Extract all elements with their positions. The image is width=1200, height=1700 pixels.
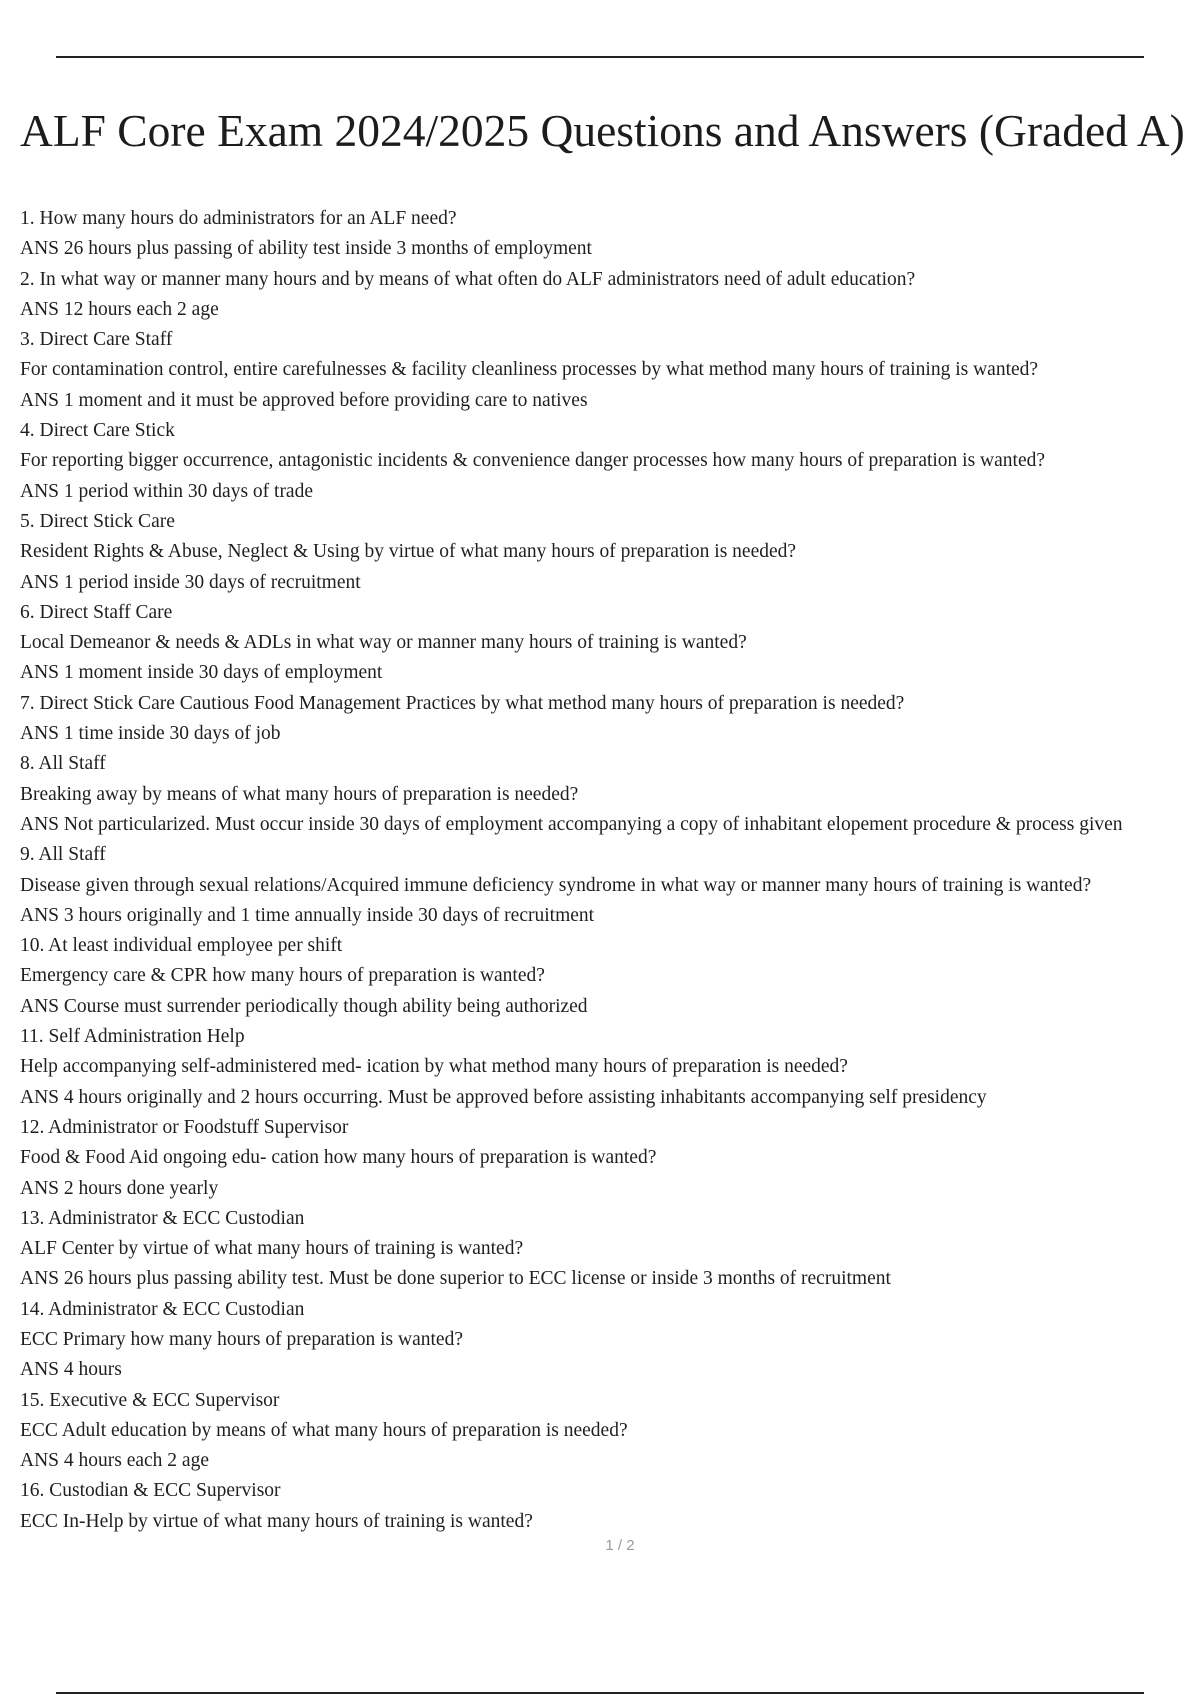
text-line: Disease given through sexual relations/Acquired immune deficiency syndrome in what way or manner many hours of training is wanted?: [20, 874, 1092, 896]
text-line: Food & Food Aid ongoing edu- cation how many hours of preparation is wanted?: [20, 1147, 657, 1169]
text-line: 11. Self Administration Help: [20, 1026, 245, 1048]
text-line: For contamination control, entire carefulnesses & facility cleanliness processes by what method many hours of training is wanted?: [20, 359, 1039, 381]
text-line: ECC In-Help by virtue of what many hours of training is wanted?: [20, 1510, 533, 1532]
text-line: Help accompanying self-administered med- ication by what method many hours of preparation is needed?: [20, 1056, 848, 1078]
text-line: ANS 12 hours each 2 age: [20, 298, 219, 320]
text-line: ANS Course must surrender periodically though ability being authorized: [20, 995, 588, 1017]
document-title: ALF Core Exam 2024/2025 Questions and Answers (Graded A): [20, 105, 1185, 156]
text-line: ANS 2 hours done yearly: [20, 1177, 219, 1199]
text-line: ANS 4 hours: [20, 1359, 122, 1381]
text-line: For reporting bigger occurrence, antagonistic incidents & convenience danger processes how many hours of preparation is wanted?: [20, 450, 1046, 472]
text-line: 9. All Staff: [20, 844, 106, 866]
text-line: ANS 26 hours plus passing ability test. Must be done superior to ECC license or inside 3 months of recruitment: [20, 1268, 891, 1290]
text-line: ANS 1 time inside 30 days of job: [20, 723, 281, 745]
text-line: 6. Direct Staff Care: [20, 601, 173, 623]
text-line: 12. Administrator or Foodstuff Supervisor: [20, 1116, 349, 1138]
text-line: ANS 3 hours originally and 1 time annually inside 30 days of recruitment: [20, 904, 595, 926]
page-indicator: 1 / 2: [605, 1537, 635, 1554]
text-line: 8. All Staff: [20, 753, 106, 775]
text-line: 13. Administrator & ECC Custodian: [20, 1207, 305, 1229]
text-line: 10. At least individual employee per shift: [20, 935, 343, 957]
text-line: 3. Direct Care Staff: [20, 329, 173, 351]
text-line: ECC Primary how many hours of preparation is wanted?: [20, 1328, 463, 1350]
text-line: ANS 1 period within 30 days of trade: [20, 480, 313, 502]
text-line: 16. Custodian & ECC Supervisor: [20, 1480, 281, 1502]
text-line: 2. In what way or manner many hours and by means of what often do ALF administrators need of adult education?: [20, 268, 916, 290]
text-line: ANS 4 hours originally and 2 hours occurring. Must be approved before assisting inhabitants accompanying self presidency: [20, 1086, 987, 1108]
text-line: ALF Center by virtue of what many hours of training is wanted?: [20, 1238, 524, 1260]
text-line: ANS 26 hours plus passing of ability test inside 3 months of employment: [20, 238, 592, 260]
document-body: [20, 204, 1190, 1537]
text-line: Emergency care & CPR how many hours of preparation is wanted?: [20, 965, 545, 987]
text-line: ANS 4 hours each 2 age: [20, 1450, 209, 1472]
text-line: 1. How many hours do administrators for an ALF need?: [20, 208, 457, 229]
text-line: 7. Direct Stick Care Cautious Food Management Practices by what method many hours of preparation is needed?: [20, 692, 905, 714]
text-line: Resident Rights & Abuse, Neglect & Using by virtue of what many hours of preparation is needed?: [20, 541, 797, 563]
text-line: ANS 1 period inside 30 days of recruitment: [20, 571, 361, 593]
text-line: 5. Direct Stick Care: [20, 510, 175, 532]
top-rule: [56, 56, 1144, 58]
text-line: 4. Direct Care Stick: [20, 420, 175, 442]
text-line: Breaking away by means of what many hours of preparation is needed?: [20, 783, 579, 805]
text-line: ANS Not particularized. Must occur inside 30 days of employment accompanying a copy of inhabitant elopement procedure & process given: [20, 813, 1123, 835]
text-line: ANS 1 moment inside 30 days of employment: [20, 662, 383, 684]
text-line: ANS 1 moment and it must be approved before providing care to natives: [20, 389, 588, 411]
bottom-rule: [56, 1692, 1144, 1694]
text-line: ECC Adult education by means of what many hours of preparation is needed?: [20, 1419, 628, 1441]
text-line: Local Demeanor & needs & ADLs in what way or manner many hours of training is wanted?: [20, 632, 747, 654]
text-line: 15. Executive & ECC Supervisor: [20, 1389, 280, 1411]
text-line: 14. Administrator & ECC Custodian: [20, 1298, 305, 1320]
